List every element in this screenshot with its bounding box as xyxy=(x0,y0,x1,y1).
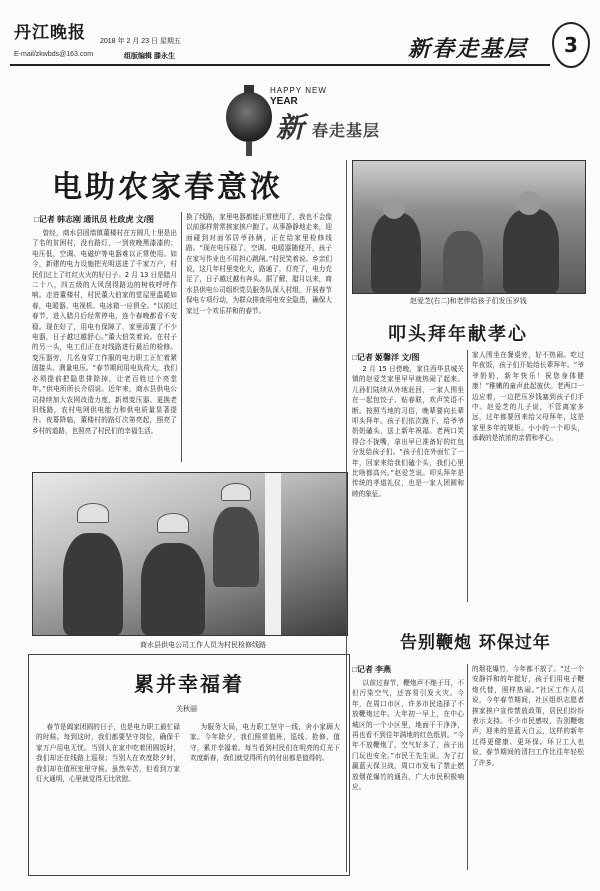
column-rule xyxy=(181,212,182,462)
photo-line-repair xyxy=(32,472,348,636)
photo-pole xyxy=(265,473,281,635)
photo-figure xyxy=(141,543,205,635)
essay-body-continued[interactable]: 为服务大局，电力职工坚守一线，舍小家顾大家。今年除夕，我们照常值班，巡线、抢修、值守，累并幸福着。每当看到村民们在明亮的灯光下欢度新春，我们就觉得所有的付出都是值得的。 xyxy=(190,723,340,763)
article3-headline: 告别鞭炮 环保过年 xyxy=(400,633,551,653)
logo-xin: 新 xyxy=(276,111,305,144)
logo-year: YEAR xyxy=(270,96,298,107)
article2-headline: 叩头拜年献孝心 xyxy=(388,324,528,345)
photo-hard-hat xyxy=(157,513,189,533)
photo2-caption: 商水县供电公司工作人员为村民检修线路 xyxy=(140,642,266,649)
photo-hard-hat xyxy=(77,503,109,523)
header-rule xyxy=(10,64,550,66)
new-year-logo xyxy=(218,82,388,158)
email: E-mail/zkwbds@163.com xyxy=(14,51,94,58)
photo-figure xyxy=(371,213,421,293)
essay-title: 累并幸福着 xyxy=(134,672,244,696)
photo-figure-head xyxy=(517,191,541,215)
article1-byline: □记者 韩志刚 通讯员 杜政虎 文/图 xyxy=(34,215,154,224)
column-rule xyxy=(467,664,468,870)
page-column-divider xyxy=(346,160,347,872)
lantern-icon xyxy=(226,92,272,142)
photo1-caption: 赵爱芝(右二)和老伴给孩子们发压岁钱 xyxy=(410,298,527,305)
photo-figure-head xyxy=(383,197,405,219)
article2-byline: □记者 姬馨洋 文/图 xyxy=(352,353,420,362)
editor-credit: 组版编辑 滕永生 xyxy=(124,53,175,60)
photo-figure xyxy=(213,507,259,587)
essay-author: 关秋丽 xyxy=(176,706,197,713)
masthead: 丹江晚报 xyxy=(14,23,86,43)
article3-byline: □记者 李燕 xyxy=(352,665,392,674)
photo-figure xyxy=(63,533,123,635)
column-rule xyxy=(467,350,468,602)
photo-hard-hat xyxy=(221,483,251,501)
article2-body-continued[interactable]: 家人围坐在餐桌旁，好不热闹。吃过年夜饭，孩子们开始给长辈拜年。“爷爷奶奶，新年快乐！祝您身体健康！”稚嫩的童声此起彼伏。老两口一边应着，一边把压岁钱塞到孩子们手中。赵爱芝的儿子说，不管离家多远，过年都要回来给父母拜年，这是家里多年的规矩。小小的一个叩头，承载的是浓浓的亲情和孝心。 xyxy=(472,351,584,443)
page-number: 3 xyxy=(552,22,590,68)
article1-body[interactable]: 曾经，商水县固墙镇董楼村在方圆几十里是出了名的贫困村，没有路灯，一到夜晚黑漆漆的；电压低，空调、电磁炉等电器难以正常使用。如今，新建的电力设施把光明送进了千家万户，村民们过上了红红火火的好日子。2 月 13 日是腊月二十八，四五级的大风刮得路边的树枝呼呼作响。走进董楼村，村民董大伯家的堂屋里温暖如春，电暖器、电视机、电冰箱一应俱全。“以前过春节，进入腊月后经常停电，连个春晚都看不安稳。现在好了，用电有保障了，家里添置了不少电器，日子越过越舒心。”董大伯笑着说。在村子的另一头，电工们正在对线路进行最后的检修。变压器旁，几名身穿工作服的电力职工正忙着紧固接头、测量电压。“春节期间用电负荷大，我们必须提前把隐患排除掉，让老百姓过个亮堂年。”供电所所长介绍说。近年来，商水县供电公司持续加大农网改造力度，新增变压器、更换老旧线路，农村电网供电能力和供电质量显著提升。夜幕降临，董楼村的路灯次第亮起，照亮了乡村的道路，也照亮了村民们的幸福生活。 xyxy=(32,229,177,435)
photo-family-red-envelopes xyxy=(352,160,586,294)
logo-happy: HAPPY NEW xyxy=(270,86,327,95)
article1-body-continued[interactable]: 换了线路，家里电器都能正常使用了，我也不会像以前那样常常挨家挨户跑了。从事静静地走来，迎面碰到对面邻居爷孙俩，正在给家里检修线路。“现在电压稳了，空调、电暖器随便开，孩子在家写作业也不用担心跳闸。”村民笑着说。乡亲们说，这几年村里变化大，路通了，灯亮了，电力充足了，日子越过越有奔头。据了解，腊月以来，商水县供电公司组织党员服务队深入村组，开展春节保电专项行动，为群众排查用电安全隐患，确保大家过一个欢乐祥和的春节。 xyxy=(186,213,332,315)
article3-body[interactable]: 以前过春节，鞭炮声不绝于耳，不但污染空气，还容易引发火灾。今年，在周口市区，许多市民选择了不放鞭炮过年。大年初一早上，在中心城区的一个小区里，地面干干净净，再也看不到往年满地的红色纸屑。“今年不放鞭炮了，空气好多了，孩子出门玩也安全。”市民王先生说。为了打赢蓝天保卫战，周口市发布了禁止燃放烟花爆竹的通告，广大市民积极响应。 xyxy=(352,679,464,792)
photo-figure xyxy=(443,231,483,293)
article1-headline: 电助农家春意浓 xyxy=(52,170,283,205)
page-header xyxy=(0,0,600,70)
section-title: 新春走基层 xyxy=(408,36,529,62)
essay-body[interactable]: 春节是阖家团圆的日子，也是电力职工最忙碌的时候。每到这时，我们都要坚守岗位，确保千家万户用电无忧。当别人在家中吃着团圆饭时，我们却还在线路上巡视；当别人在欢度除夕时，我们却在值班室里守候。虽然辛苦，但看到万家灯火通明，心里就觉得无比欣慰。 xyxy=(36,723,180,784)
issue-date: 2018 年 2 月 23 日 星期五 xyxy=(100,38,181,45)
article2-body[interactable]: 2 月 15 日傍晚，家住西华县城关镇的赵爱芝家里早早就热闹了起来。儿孙们陆续从外地赶回，一家人围坐在一起包饺子、贴春联，欢声笑语不断。按照当地的习俗，晚辈要向长辈叩头拜年。孩子们依次跪下，给爷爷奶奶磕头，送上新年祝福。老两口笑得合不拢嘴，拿出早已准备好的红包分发给孩子们。“孩子们在外面忙了一年，回家来给我们磕个头，我们心里比啥都高兴。”赵爱芝说。叩头拜年是传统的孝道礼仪，也是一家人团圆和睦的象征。 xyxy=(352,365,464,498)
article3-body-continued[interactable]: 的烟花爆竹，今年都不放了。“过一个安静祥和的年挺好，孩子们用电子鞭炮代替，照样热闹。”社区工作人员说，今年春节期间，社区组织志愿者挨家挨户宣传禁放政策，居民们纷纷表示支持。不少市民感叹，告别鞭炮声，迎来的是蓝天白云，这样的新年过得更健康、更环保。环卫工人也说，春节期间的清扫工作比往年轻松了许多。 xyxy=(472,665,584,767)
logo-subtitle: 春走基层 xyxy=(312,121,381,140)
photo-figure xyxy=(503,209,559,293)
